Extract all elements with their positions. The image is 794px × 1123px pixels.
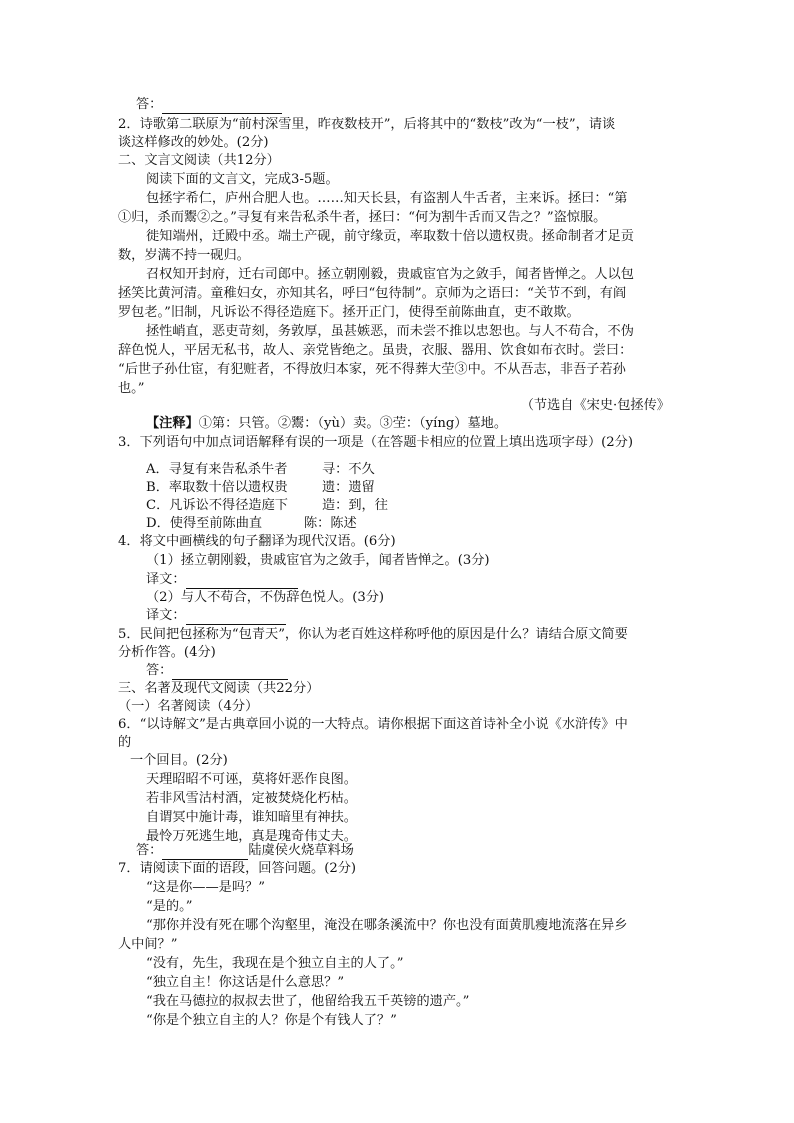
- q4-part-1: （1）拯立朝刚毅，贵戚宦官为之敛手，闻者皆惮之。(3分): [146, 553, 490, 568]
- option-text: B．率取数十倍以遗权贵: [146, 480, 288, 495]
- dialogue-line: “这是你——是吗？”: [146, 880, 265, 895]
- dialogue-line: “独立自主！你这话是什么意思？”: [146, 975, 345, 990]
- q2-line-1: 2．诗歌第二联原为“前村深雪里，昨夜数枝开”，后将其中的“数枝”改为“一枝”，请谈: [118, 117, 616, 132]
- q1-answer-line: [136, 96, 282, 114]
- instruction: 阅读下面的文言文，完成3-5题。: [146, 172, 339, 187]
- answer-label: 答：: [136, 843, 163, 858]
- option-gloss: 造：到，往: [322, 498, 388, 513]
- passage-source: （节选自《宋史·包拯传》: [520, 398, 670, 413]
- q3-option-c[interactable]: [146, 497, 388, 515]
- passage-p3-line-3: 罗包老。”旧制，凡诉讼不得径造庭下。拯开正门，使得至前陈曲直，吏不敢欺。: [118, 305, 580, 320]
- q2-line-2: 谈这样修改的妙处。(2分): [118, 135, 269, 150]
- q3-stem: 3．下列语句中加点词语解释有误的一项是（在答题卡相应的位置上填出选项字母）(2分): [118, 435, 634, 450]
- answer-label: 答：: [136, 97, 163, 112]
- passage-p4-line-1: 拯性峭直，恶吏苛刻，务敦厚，虽甚嫉恶，而未尝不推以忠恕也。与人不苟合，不伪: [146, 324, 634, 339]
- poem-line: 天理昭昭不可诬，莫将奸恶作良图。: [146, 772, 357, 787]
- q6-line-3: 一个回目。(2分): [130, 753, 228, 768]
- q4-translation-2: [146, 607, 286, 625]
- option-gloss: 陈：陈述: [304, 516, 357, 531]
- q6-line-1: 6．“以诗解文”是古典章回小说的一大特点。请你根据下面这首诗补全小说《水浒传》中: [118, 717, 628, 732]
- dialogue-line: “你是个独立自主的人？你是个有钱人了？”: [146, 1013, 397, 1028]
- q3-option-d[interactable]: [146, 515, 357, 533]
- annotation-label: 【注释】: [146, 416, 199, 431]
- passage-p3-line-2: 拯笑比黄河清。童稚妇女，亦知其名，呼曰“包待制”。京师为之语曰：“关节不到，有阎: [118, 286, 627, 301]
- answer-blank[interactable]: [172, 665, 288, 680]
- option-text: A．寻复有来告私杀牛者: [146, 462, 288, 477]
- annotation-line: [146, 415, 507, 433]
- q5-line-1: 5．民间把包拯称为“包青天”，你认为老百姓这样称呼他的原因是什么？请结合原文简要: [118, 627, 628, 642]
- option-text: D．使得至前陈曲直: [146, 516, 263, 531]
- option-gloss: 寻：不久: [322, 462, 375, 477]
- q4-stem: 4．将文中画横线的句子翻译为现代汉语。(6分): [118, 534, 396, 549]
- poem-line: 最怜万死逃生地，真是瑰奇伟丈夫。: [146, 829, 357, 844]
- passage-p1-line-2: ①归，杀而鬻②之。”寻复有来告私杀牛者，拯曰：“何为割牛舌而又告之？”盗惊服。: [118, 210, 607, 225]
- poem-line: 若非风雪沽村酒，定被焚烧化朽枯。: [146, 791, 357, 806]
- passage-p2-line-2: 数，岁满不持一砚归。: [118, 248, 250, 263]
- translation-blank[interactable]: [186, 610, 286, 625]
- passage-p1-line-1: 包拯字希仁，庐州合肥人也。……知天长县，有盗割人牛舌者，主来诉。拯曰：“第: [146, 191, 628, 206]
- q3-option-a[interactable]: [146, 461, 375, 479]
- passage-p4-line-3: “后世子孙仕宦，有犯赃者，不得放归本家，死不得葬大茔③中。不从吾志，非吾子若孙: [118, 362, 626, 377]
- answer-label: 答：: [146, 663, 173, 678]
- q6-answer: [136, 842, 354, 860]
- answer-blank[interactable]: [162, 845, 248, 860]
- q4-translation-1: [146, 571, 298, 589]
- dialogue-line: “没有，先生，我现在是个独立自主的人了。”: [146, 956, 404, 971]
- q5-line-2: 分析作答。(4分): [118, 645, 216, 660]
- answer-tail: 陆虞侯火烧草料场: [248, 843, 354, 858]
- q5-answer: [146, 662, 288, 680]
- dialogue-line: “我在马德拉的叔叔去世了，他留给我五千英镑的遗产。”: [146, 994, 470, 1009]
- section-2-title: 二、文言文阅读（共12分）: [118, 153, 280, 168]
- poem-line: 自谓冥中施计毒，谁知暗里有神扶。: [146, 810, 357, 825]
- option-gloss: 遗：遗留: [322, 480, 375, 495]
- dialogue-line: “是的。”: [146, 899, 193, 914]
- annotation-text: ①第：只管。②鬻：（yù）卖。③茔：（yíng）墓地。: [198, 416, 508, 431]
- q3-option-b[interactable]: [146, 479, 375, 497]
- dialogue-line: “那你并没有死在哪个沟壑里，淹没在哪条溪流中？你也没有面黄肌瘦地流落在异乡: [146, 918, 628, 933]
- passage-p4-line-4: 也。”: [118, 381, 145, 396]
- q6-line-2: 的: [118, 735, 132, 750]
- passage-p4-line-2: 辞色悦人，平居无私书，故人、亲党皆绝之。虽贵，衣服、器用、饮食如布衣时。尝曰：: [118, 343, 633, 358]
- passage-p3-line-1: 召权知开封府，迁右司郎中。拯立朝刚毅，贵戚宦官为之敛手，闻者皆惮之。人以包: [146, 267, 634, 282]
- section-3-subtitle: （一）名著阅读（4分）: [118, 699, 259, 714]
- section-3-title: 三、名著及现代文阅读（共22分）: [118, 681, 320, 696]
- passage-p2-line-1: 徙知端州，迁殿中丞。端土产砚，前守缘贡，率取数十倍以遗权贵。拯命制者才足贡: [146, 229, 634, 244]
- q4-part-2: （2）与人不苟合，不伪辞色悦人。(3分): [146, 590, 385, 605]
- translation-blank[interactable]: [186, 574, 298, 589]
- translation-label: 译文：: [146, 572, 186, 587]
- dialogue-line: 人中间？”: [118, 937, 178, 952]
- option-text: C．凡诉讼不得径造庭下: [146, 498, 288, 513]
- translation-label: 译文：: [146, 608, 186, 623]
- answer-blank[interactable]: [162, 99, 282, 114]
- q7-stem: 7．请阅读下面的语段，回答问题。(2分): [118, 861, 357, 876]
